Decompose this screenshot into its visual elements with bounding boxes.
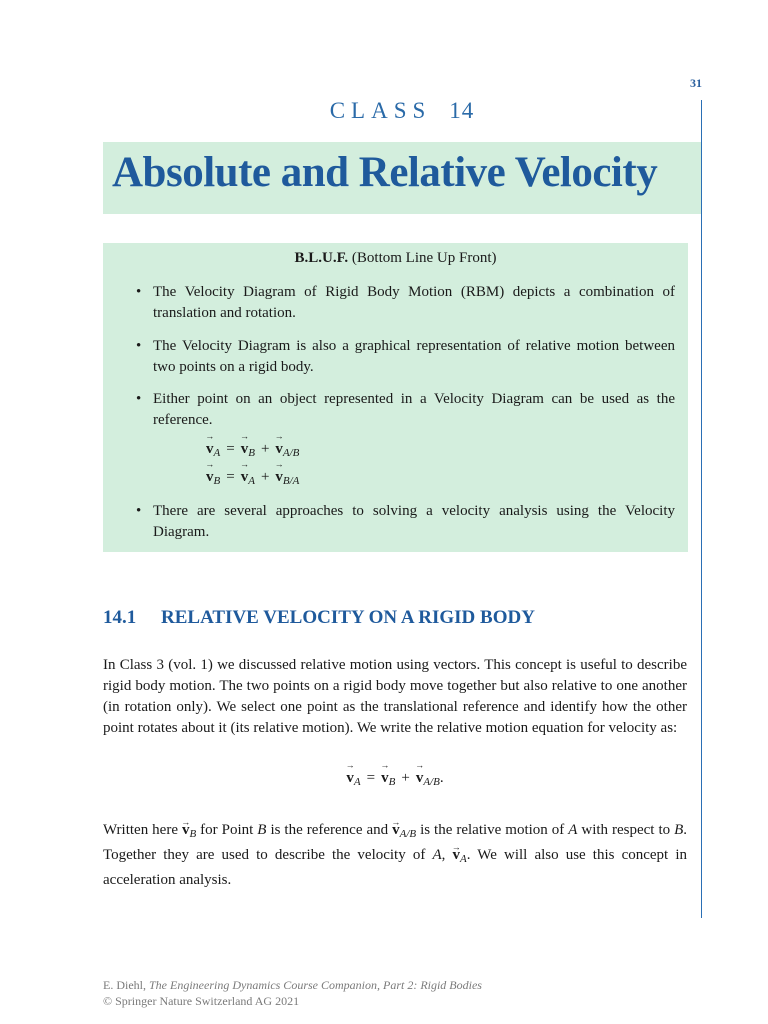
- section-number: 14.1: [103, 607, 137, 628]
- bluf-bullet-3: • Either point on an object represented in a Velocity Diagram can be used as the reference.: [153, 389, 675, 431]
- bluf-bullet-4: • There are several approaches to solving a velocity analysis using the Velocity Diagram.: [153, 501, 675, 543]
- paragraph-2: Written here → $v_B$ for Point B is the reference and → $v_{A/B}$ is the relative motion of A with respect to B. Together they are used to describe the velocity of A, → $v_A$. We will also use this concept in acceleration analysis.: [103, 820, 687, 891]
- relative-velocity-equation: → $v_A =\to v_B +\to v_{A/B}$.: [103, 770, 687, 788]
- paragraph-1: In Class 3 (vol. 1) we discussed relative motion using vectors. This concept is useful to describe rigid body motion. The two points on a rigid body move together but also relative to one another (in rotation only). We select one point as the translational reference and identify how the other point rotates about it (its relative motion). We write the relative motion equation for velocity as:: [103, 657, 687, 736]
- title-band: [103, 142, 701, 214]
- bluf-bullet-1: • The Velocity Diagram of Rigid Body Motion (RBM) depicts a combination of translation and rotation.: [153, 282, 675, 324]
- chapter-title: Absolute and Relative Velocity: [112, 149, 658, 196]
- bluf-equation-2: → $v_B =\to v_A +\to v_{B/A}$: [206, 469, 299, 487]
- section-title: RELATIVE VELOCITY ON A RIGID BODY: [161, 607, 535, 628]
- bluf-heading: [103, 250, 688, 267]
- bluf-equation-1: → $v_A =\to v_B +\to v_{A/B}$: [206, 441, 299, 459]
- section-heading: [103, 607, 701, 629]
- bluf-heading-rest: (Bottom Line Up Front): [351, 250, 497, 266]
- class-number: 14: [449, 98, 475, 123]
- page-number: 31: [690, 76, 702, 90]
- class-label: [103, 98, 701, 124]
- bluf-box: [103, 243, 688, 552]
- footer-copyright: © Springer Nature Switzerland AG 2021: [103, 994, 300, 1008]
- class-word: CLASS: [329, 98, 432, 123]
- margin-rule: [701, 100, 702, 918]
- bluf-heading-bold: B.L.U.F.: [294, 250, 349, 266]
- bluf-bullet-2: • The Velocity Diagram is also a graphical representation of relative motion between two points on a rigid body.: [153, 336, 675, 378]
- footer-citation: E. Diehl, The Engineering Dynamics Course Companion, Part 2: Rigid Bodies: [103, 978, 482, 992]
